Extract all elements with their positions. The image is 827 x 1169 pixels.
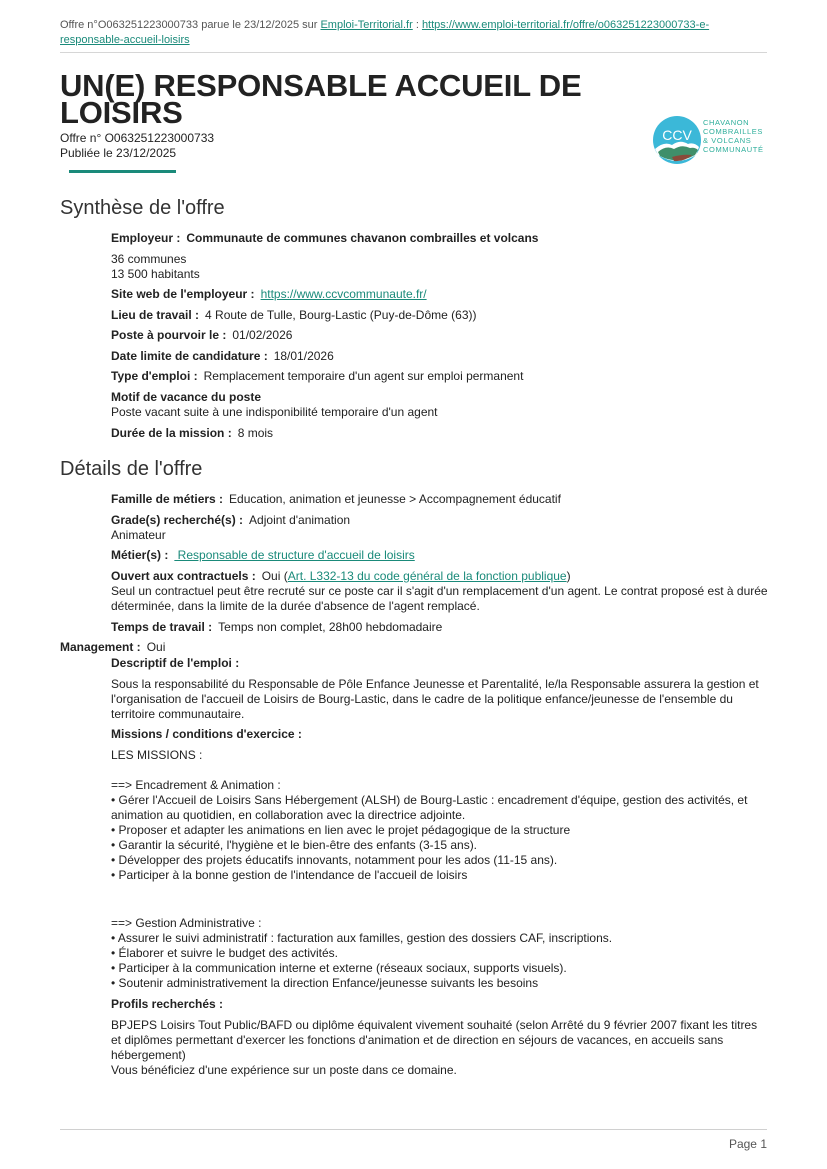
offer-meta [60, 131, 214, 161]
date-limite-row [111, 349, 771, 364]
emploi-territorial-link[interactable]: Emploi-Territorial.fr [320, 19, 413, 31]
type-value: Remplacement temporaire d'un agent sur emploi permanent [203, 369, 524, 383]
grade-row [111, 513, 771, 543]
temps-label: Temps de travail : [111, 620, 213, 634]
contractuels-row: Ouvert aux contractuels : Oui (Art. L332-13 du code général de la fonction publique) Seul un contractuel peut être recruté sur ce poste car il s'agit d'un remplacement d'un agent. Le contrat proposé est à durée déterminée, dans la limite de la durée d'absence de l'agent remplacé. [111, 569, 771, 614]
gestion-section [111, 916, 766, 991]
temps-row [111, 620, 771, 635]
top-divider [60, 52, 767, 53]
descriptif-label: Descriptif de l'emploi : [111, 656, 240, 670]
site-label: Site web de l'employeur : [111, 287, 255, 301]
motif-value: Poste vacant suite à une indisponibilité temporaire d'un agent [111, 405, 438, 419]
article-link[interactable]: Art. L332-13 du code général de la fonction publique [287, 569, 567, 583]
profils-text: BPJEPS Loisirs Tout Public/BAFD ou diplôme équivalent vivement souhaité (selon Arrêté du 9 février 2007 fixant les titres et diplômes permettant d'exercer les fonctions d'animation et de direction en séjours de vacances, en accueils sans hébergement) Vous bénéficiez d'une expérience sur un poste dans ce domaine. [111, 1018, 766, 1078]
list-item: • Soutenir administrativement la direction Enfance/jeunesse suivants les besoins [111, 976, 539, 990]
famille-value: Education, animation et jeunesse > Accompagnement éducatif [229, 492, 561, 506]
employer-stats [111, 252, 771, 282]
poste-row [111, 328, 771, 343]
footer-divider [60, 1129, 767, 1130]
lieu-value: 4 Route de Tulle, Bourg-Lastic (Puy-de-Dôme (63)) [205, 308, 477, 322]
date-limite-label: Date limite de candidature : [111, 349, 268, 363]
type-row [111, 369, 771, 384]
list-item: • Garantir la sécurité, l'hygiène et le bien-être des enfants (3-15 ans). [111, 838, 478, 852]
published-date: Publiée le 23/12/2025 [60, 146, 177, 160]
list-item: • Participer à la bonne gestion de l'intendance de l'accueil de loisirs [111, 868, 468, 882]
offer-url-link[interactable]: https://www.emploi-territorial.fr/offre/o063251223000733-e-responsable-accueil-loisirs [60, 19, 710, 46]
offer-number: Offre n° O063251223000733 [60, 131, 215, 145]
source-line [60, 18, 740, 48]
list-item: • Élaborer et suivre le budget des activités. [111, 946, 338, 960]
employeur-row [111, 231, 771, 246]
logo-text: CHAVANON COMBRAILLES & VOLCANS COMMUNAUTÉ [703, 118, 764, 154]
habitants-count: 13 500 habitants [111, 267, 200, 281]
duree-value: 8 mois [237, 426, 274, 440]
source-prefix: Offre n°O063251223000733 parue le 23/12/2025 sur [60, 19, 321, 31]
temps-value: Temps non complet, 28h00 hebdomadaire [218, 620, 443, 634]
synthese-heading: Synthèse de l'offre [60, 197, 225, 219]
list-item: • Développer des projets éducatifs innovants, notamment pour les ados (11-15 ans). [111, 853, 558, 867]
list-item: • Assurer le suivi administratif : facturation aux familles, gestion des dossiers CAF, inscriptions. [111, 931, 613, 945]
management-row [60, 640, 720, 655]
gestion-heading: ==> Gestion Administrative : [111, 916, 262, 930]
metier-link[interactable]: Responsable de structure d'accueil de loisirs [174, 548, 415, 562]
lieu-label: Lieu de travail : [111, 308, 200, 322]
site-row [111, 287, 771, 302]
profils-text-2: Vous bénéficiez d'une expérience sur un poste dans ce domaine. [111, 1063, 457, 1077]
grade-value: Adjoint d'animation [249, 513, 351, 527]
employer-website-link[interactable]: https://www.ccvcommunaute.fr/ [260, 287, 427, 301]
duree-row [111, 426, 771, 441]
accent-divider [69, 170, 176, 173]
poste-value: 01/02/2026 [232, 328, 293, 342]
duree-label: Durée de la mission : [111, 426, 232, 440]
descriptif-text: Sous la responsabilité du Responsable de Pôle Enfance Jeunesse et Parentalité, le/la Responsable assurera la gestion et l'organisation de l'accueil de Loisirs de Bourg-Lastic, dans le cadre de la politique enfance/jeunesse de l'ensemble du territoire communautaire. [111, 677, 759, 721]
employer-logo [652, 115, 762, 167]
date-limite-value: 18/01/2026 [273, 349, 334, 363]
grade-label: Grade(s) recherché(s) : [111, 513, 244, 527]
page-title: UN(E) RESPONSABLE ACCUEIL DE LOISIRS [60, 68, 582, 130]
employeur-value: Communaute de communes chavanon combrailles et volcans [186, 231, 539, 245]
contractuels-text: Seul un contractuel peut être recruté sur ce poste car il s'agit d'un remplacement d'un agent. Le contrat proposé est à durée déterminée, dans la limite de la durée d'absence de l'agent remplacé. [111, 584, 768, 613]
list-item: • Participer à la communication interne et externe (réseaux sociaux, supports visuels). [111, 961, 567, 975]
communes-count: 36 communes [111, 252, 187, 266]
type-label: Type d'emploi : [111, 369, 198, 383]
contractuels-value: Oui ( [261, 569, 288, 583]
missions-label: Missions / conditions d'exercice : [111, 727, 302, 741]
list-item: • Gérer l'Accueil de Loisirs Sans Hébergement (ALSH) de Bourg-Lastic : encadrement d'équipe, gestion des activités, et animation au quotidien, en collaboration avec la directrice adjointe. [111, 793, 748, 822]
encadrement-heading: ==> Encadrement & Animation : [111, 778, 281, 792]
lieu-row [111, 308, 771, 323]
encadrement-section [111, 778, 766, 883]
famille-row [111, 492, 771, 507]
famille-label: Famille de métiers : [111, 492, 224, 506]
motif-label: Motif de vacance du poste [111, 390, 262, 404]
ccv-logo-icon [652, 115, 702, 165]
list-item: • Proposer et adapter les animations en lien avec le projet pédagogique de la structure [111, 823, 571, 837]
motif-row [111, 390, 771, 420]
poste-label: Poste à pourvoir le : [111, 328, 227, 342]
missions-intro: LES MISSIONS : [111, 748, 203, 762]
employeur-label: Employeur : [111, 231, 181, 245]
management-label: Management : [60, 640, 141, 654]
svg-text:CCV: CCV [662, 127, 692, 143]
contractuels-label: Ouvert aux contractuels : [111, 569, 256, 583]
details-heading: Détails de l'offre [60, 458, 203, 480]
grade-value-2: Animateur [111, 528, 166, 542]
page-number: Page 1 [728, 1137, 767, 1151]
metier-label: Métier(s) : [111, 548, 169, 562]
management-value: Oui [146, 640, 166, 654]
metier-row [111, 548, 771, 563]
source-separator: : [412, 19, 422, 31]
profils-label: Profils recherchés : [111, 997, 224, 1011]
